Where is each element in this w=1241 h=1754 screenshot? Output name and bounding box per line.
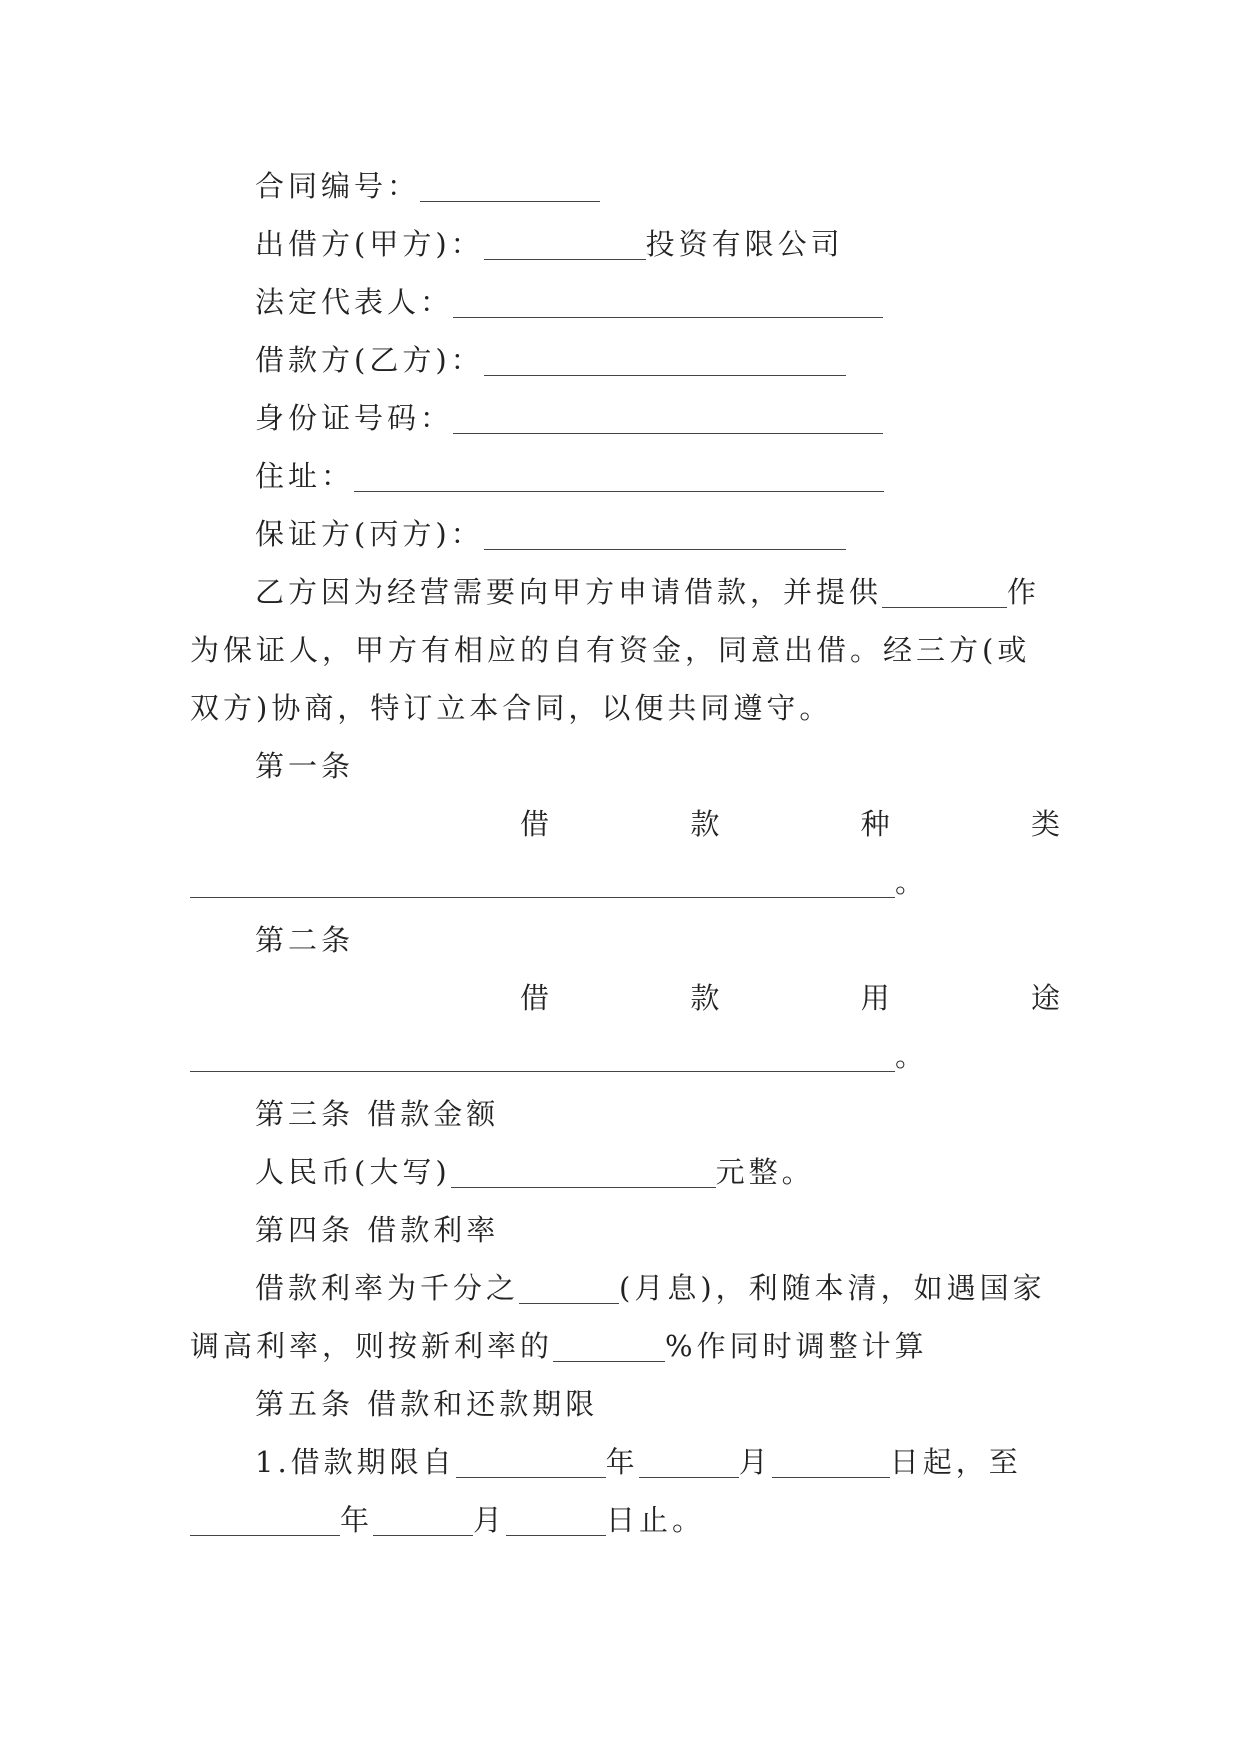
legal-rep-label: 法定代表人： xyxy=(255,285,454,319)
start-day-blank xyxy=(772,1474,890,1478)
article-1-heading-spread xyxy=(190,794,1060,854)
borrower-line xyxy=(255,330,846,390)
amount-blank xyxy=(451,1184,716,1188)
lender-label: 出借方(甲方)： xyxy=(255,227,484,261)
month-label: 月 xyxy=(473,1503,507,1537)
day-label: 日止。 xyxy=(606,1503,706,1537)
contract-number-blank xyxy=(420,198,600,202)
preamble-line-2 xyxy=(190,620,1030,680)
guarantor-label: 保证方(丙方)： xyxy=(255,517,484,551)
article-3-title xyxy=(255,1084,499,1144)
lender-blank xyxy=(484,256,646,260)
preamble-text-1a: 乙方因为经营需要向甲方申请借款，并提供 xyxy=(255,575,883,609)
contract-number-line xyxy=(255,156,600,216)
article-5-title xyxy=(255,1374,598,1434)
lender-suffix: 投资有限公司 xyxy=(645,227,844,261)
rate-text-2a: 调高利率，则按新利率的 xyxy=(190,1329,554,1363)
preamble-text-3: 双方)协商，特订立本合同，以便共同遵守。 xyxy=(190,691,833,725)
guarantor-name-blank xyxy=(882,604,1007,608)
month-label: 月 xyxy=(738,1445,772,1479)
article-2-title-text: 第二条 xyxy=(255,923,355,957)
article-1-word: 类 xyxy=(1030,807,1060,841)
legal-rep-blank xyxy=(453,314,883,318)
guarantor-line xyxy=(255,504,846,564)
article-2-word: 用 xyxy=(860,981,890,1015)
year-label: 年 xyxy=(340,1503,374,1537)
article-2-heading-spread xyxy=(190,968,1060,1028)
borrower-label: 借款方(乙方)： xyxy=(255,343,484,377)
preamble-line-1 xyxy=(255,562,1040,622)
day-label: 日起，至 xyxy=(889,1445,1022,1479)
period-text-start: 1.借款期限自 xyxy=(255,1445,456,1479)
loan-purpose-blank xyxy=(190,1068,895,1072)
article-5-line-1 xyxy=(255,1432,1022,1492)
amount-label: 人民币(大写) xyxy=(255,1155,451,1189)
address-label: 住址： xyxy=(255,459,355,493)
article-4-title xyxy=(255,1200,499,1260)
article-1-word: 款 xyxy=(690,807,720,841)
guarantor-blank xyxy=(484,546,846,550)
monthly-rate-blank xyxy=(519,1300,619,1304)
start-year-blank xyxy=(456,1474,606,1478)
adjust-rate-blank xyxy=(553,1358,665,1362)
article-2-fill-line xyxy=(190,1026,928,1086)
article-2-period: 。 xyxy=(895,1039,929,1073)
id-number-label: 身份证号码： xyxy=(255,401,454,435)
contract-number-label: 合同编号： xyxy=(255,169,421,203)
rate-text-2b: %作同时调整计算 xyxy=(665,1329,928,1363)
address-line xyxy=(255,446,884,506)
preamble-text-1b: 作 xyxy=(1007,575,1041,609)
article-1-fill-line xyxy=(190,852,928,912)
borrower-blank xyxy=(484,372,846,376)
article-4-title-text: 第四条 借款利率 xyxy=(255,1213,500,1247)
year-label: 年 xyxy=(605,1445,639,1479)
rate-text-1a: 借款利率为千分之 xyxy=(255,1271,520,1305)
article-5-title-text: 第五条 借款和还款期限 xyxy=(255,1387,599,1421)
article-2-word: 款 xyxy=(690,981,720,1015)
article-2-title xyxy=(255,910,354,970)
loan-type-blank xyxy=(190,894,895,898)
end-year-blank xyxy=(190,1532,340,1536)
article-1-period: 。 xyxy=(895,865,929,899)
address-blank xyxy=(354,488,884,492)
article-1-word: 借 xyxy=(520,807,550,841)
article-2-word: 借 xyxy=(520,981,550,1015)
article-1-title-text: 第一条 xyxy=(255,749,355,783)
article-3-amount-line xyxy=(255,1142,815,1202)
rate-text-1b: (月息)，利随本清，如遇国家 xyxy=(619,1271,1046,1305)
article-5-line-2 xyxy=(190,1490,705,1550)
article-1-word: 种 xyxy=(860,807,890,841)
end-day-blank xyxy=(506,1532,606,1536)
article-4-line-1 xyxy=(255,1258,1046,1318)
preamble-text-2: 为保证人，甲方有相应的自有资金，同意出借。经三方(或 xyxy=(190,633,1031,667)
end-month-blank xyxy=(373,1532,473,1536)
lender-line xyxy=(255,214,844,274)
article-2-word: 途 xyxy=(1030,981,1060,1015)
amount-suffix: 元整。 xyxy=(715,1155,815,1189)
article-3-title-text: 第三条 借款金额 xyxy=(255,1097,500,1131)
preamble-line-3 xyxy=(190,678,832,738)
start-month-blank xyxy=(639,1474,739,1478)
id-number-line xyxy=(255,388,883,448)
legal-rep-line xyxy=(255,272,883,332)
article-1-title xyxy=(255,736,354,796)
id-number-blank xyxy=(453,430,883,434)
article-4-line-2 xyxy=(190,1316,928,1376)
